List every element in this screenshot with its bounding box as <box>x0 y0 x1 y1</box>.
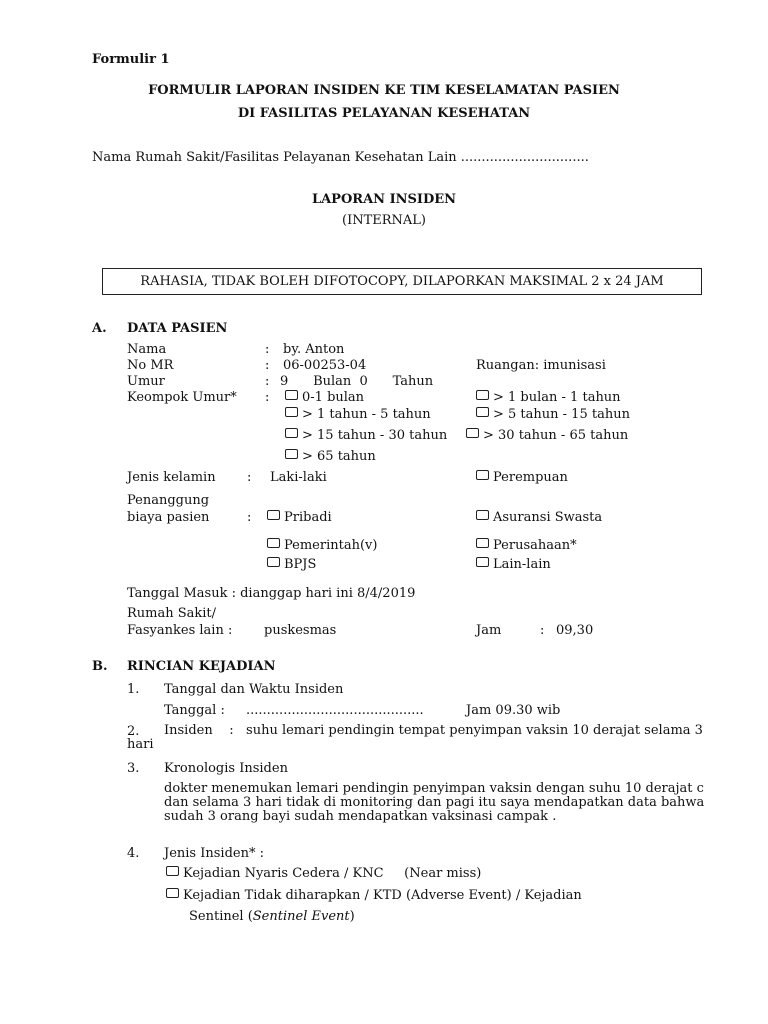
confidential-notice: RAHASIA, TIDAK BOLEH DIFOTOCOPY, DILAPORKAN MAKSIMAL 2 x 24 JAM <box>140 274 664 289</box>
checkbox-icon <box>476 557 489 567</box>
checkbox-icon <box>476 407 489 417</box>
nama-colon: : <box>265 342 270 357</box>
payer-label: Pemerintah(v) <box>284 538 378 553</box>
tanggal-insiden-label: Tanggal : <box>164 703 225 718</box>
checkbox-icon <box>267 557 280 567</box>
age-option-label: > 1 tahun - 5 tahun <box>302 407 431 422</box>
perempuan-label: Perempuan <box>493 470 568 485</box>
jam-colon: : <box>540 623 545 638</box>
item-2-number: 2. <box>127 724 140 739</box>
jenis-insiden-knc[interactable] <box>166 866 481 882</box>
checkbox-icon <box>476 538 489 548</box>
nomr-colon: : <box>265 358 270 373</box>
sentinel-italic: Sentinel Event <box>252 909 350 924</box>
age-option-label: > 65 tahun <box>302 449 376 464</box>
checkbox-icon <box>267 538 280 548</box>
payer-option-asuransi[interactable] <box>476 510 602 526</box>
item-3-number: 3. <box>127 761 140 776</box>
payer-option-pribadi[interactable] <box>267 510 332 526</box>
ruangan-value: Ruangan: imunisasi <box>476 358 606 373</box>
umur-colon: : <box>265 374 270 389</box>
penanggung-label-2: biaya pasien <box>127 510 210 525</box>
nama-value: by. Anton <box>283 342 345 357</box>
rumah-sakit-value: puskesmas <box>264 623 337 638</box>
knc-label: Kejadian Nyaris Cedera / KNC (Near miss) <box>183 866 482 881</box>
checkbox-icon <box>166 866 179 876</box>
item-3-text: dokter menemukan lemari pendingin penyimpan vaksin dengan suhu 10 derajat c dan selama 3 hari tidak di monitoring dan pagi itu saya mendapatkan data bahwa sudah 3 orang bayi sudah mendapatkan vaksinasi campak . <box>164 781 705 824</box>
tanggal-masuk: Tanggal Masuk : dianggap hari ini 8/4/2019 <box>127 586 416 601</box>
nama-label: Nama <box>127 342 167 357</box>
confidential-notice-box <box>102 268 702 295</box>
payer-label: Pribadi <box>284 510 332 525</box>
payer-label: Lain-lain <box>493 557 551 572</box>
age-option-2[interactable] <box>285 407 431 423</box>
age-option-3[interactable] <box>476 407 630 423</box>
checkbox-icon <box>285 428 298 438</box>
age-option-6[interactable] <box>285 449 376 465</box>
sentinel-line <box>189 909 355 925</box>
kelompok-umur-label: Keompok Umur* <box>127 390 237 405</box>
item-1-label: Tanggal dan Waktu Insiden <box>164 682 344 697</box>
jam-insiden: Jam 09.30 wib <box>466 703 561 718</box>
checkbox-icon <box>285 449 298 459</box>
payer-option-pemerintah[interactable] <box>267 538 377 554</box>
sentinel-prefix: Sentinel ( <box>189 909 253 924</box>
payer-label: Perusahaan* <box>493 538 577 553</box>
checkbox-icon <box>476 510 489 520</box>
checkbox-icon <box>285 407 298 417</box>
checkbox-icon <box>267 510 280 520</box>
section-b-letter: B. <box>92 659 108 674</box>
age-option-5[interactable] <box>466 428 628 444</box>
age-option-label: > 1 bulan - 1 tahun <box>493 390 621 405</box>
penanggung-label-1: Penanggung <box>127 493 210 508</box>
payer-option-bpjs[interactable] <box>267 557 316 573</box>
checkbox-icon <box>285 390 298 400</box>
section-a-title: DATA PASIEN <box>127 321 228 336</box>
hospital-name-line: Nama Rumah Sakit/Fasilitas Pelayanan Kesehatan Lain ............................... <box>92 150 589 165</box>
penanggung-colon: : <box>247 510 252 525</box>
checkbox-icon <box>166 888 179 898</box>
umur-label: Umur <box>127 374 165 389</box>
rumah-sakit-label-2: Fasyankes lain : <box>127 623 233 638</box>
age-option-label: > 30 tahun - 65 tahun <box>483 428 629 443</box>
rumah-sakit-label-1: Rumah Sakit/ <box>127 606 217 621</box>
item-3-label: Kronologis Insiden <box>164 761 288 776</box>
jenis-kelamin-laki[interactable]: Laki-laki <box>270 470 327 485</box>
section-a-letter: A. <box>92 321 107 336</box>
kelompok-umur-colon: : <box>265 390 270 405</box>
nomr-value: 06-00253-04 <box>283 358 367 373</box>
tanggal-insiden-dots: ........................................... <box>246 703 424 718</box>
checkbox-icon <box>476 470 489 480</box>
form-title-line-1: FORMULIR LAPORAN INSIDEN KE TIM KESELAMATAN PASIEN <box>148 83 620 98</box>
umur-value: 9 Bulan 0 Tahun <box>280 374 434 389</box>
item-4-label: Jenis Insiden* : <box>164 846 264 861</box>
section-b-title: RINCIAN KEJADIAN <box>127 659 276 674</box>
nomr-label: No MR <box>127 358 174 373</box>
jenis-kelamin-colon: : <box>247 470 252 485</box>
jam-label: Jam <box>476 623 502 638</box>
item-2-text: Insiden : suhu lemari pendingin tempat penyimpan vaksin 10 derajat selama 3 hari <box>127 723 708 752</box>
payer-label: Asuransi Swasta <box>493 510 603 525</box>
jenis-kelamin-perempuan[interactable] <box>476 470 568 486</box>
report-subtitle: (INTERNAL) <box>342 213 426 228</box>
report-title: LAPORAN INSIDEN <box>311 192 457 207</box>
payer-option-lain[interactable] <box>476 557 551 573</box>
form-number: Formulir 1 <box>92 52 170 67</box>
jenis-insiden-ktd[interactable] <box>166 888 582 904</box>
checkbox-icon <box>476 390 489 400</box>
checkbox-icon <box>466 428 479 438</box>
age-option-4[interactable] <box>285 428 447 444</box>
age-option-label: > 5 tahun - 15 tahun <box>493 407 630 422</box>
payer-option-perusahaan[interactable] <box>476 538 577 554</box>
form-title-line-2: DI FASILITAS PELAYANAN KESEHATAN <box>237 106 531 121</box>
ktd-label: Kejadian Tidak diharapkan / KTD (Adverse Event) / Kejadian <box>183 888 582 903</box>
payer-label: BPJS <box>284 557 317 572</box>
jenis-kelamin-label: Jenis kelamin <box>127 470 216 485</box>
item-1-number: 1. <box>127 682 140 697</box>
jam-value: 09,30 <box>556 623 594 638</box>
sentinel-suffix: ) <box>349 909 355 924</box>
age-option-label: 0-1 bulan <box>302 390 365 405</box>
age-option-label: > 15 tahun - 30 tahun <box>302 428 448 443</box>
item-4-number: 4. <box>127 846 140 861</box>
age-option-0[interactable] <box>285 390 364 406</box>
age-option-1[interactable] <box>476 390 621 406</box>
